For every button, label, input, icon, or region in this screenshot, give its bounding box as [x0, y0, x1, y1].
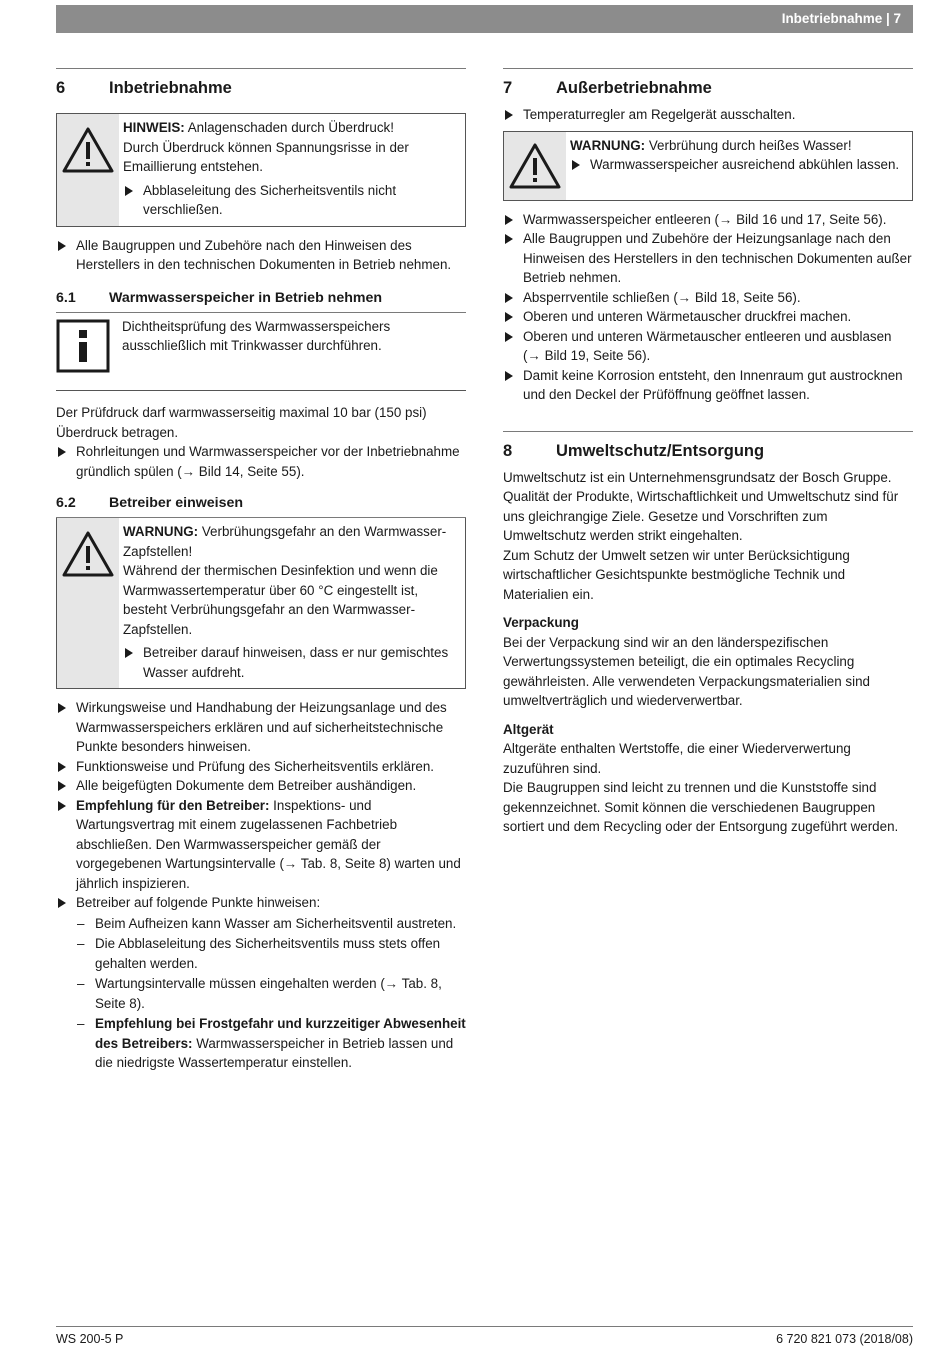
dash-marker: – [77, 1016, 85, 1031]
list-item: Oberen und unteren Wärmetauscher druckfrei machen. [503, 307, 913, 327]
page-footer [56, 1326, 913, 1346]
dash-item-text: Warmwasserspeicher in Betrieb lassen und die niedrigste Wassertemperatur einstellen. [95, 1035, 454, 1070]
dash-item-text: Wartungsintervalle müssen eingehalten werden (→ Tab. 8, Seite 8). [95, 976, 442, 1011]
dash-item-text: Die Abblaseleitung des Sicherheitsventils muss stets offen gehalten werden. [95, 936, 441, 971]
list-item: Funktionsweise und Prüfung des Sicherheitsventils erklären. [56, 757, 466, 777]
list-item: Betreiber auf folgende Punkte hinweisen: [56, 893, 466, 913]
section-6-2-heading [56, 493, 466, 518]
dash-item [56, 934, 466, 973]
list-item: Temperaturregler am Regelgerät ausschalten. [503, 105, 913, 125]
section-8-heading [503, 431, 913, 468]
warning-triangle-icon [504, 132, 566, 200]
dash-marker: – [77, 976, 85, 991]
warning-box [503, 131, 913, 201]
right-column [503, 68, 913, 837]
notice-text: Durch Überdruck können Spannungsrisse in der Emaillierung entstehen. [123, 139, 409, 174]
list-item: Alle Baugruppen und Zubehöre der Heizungsanlage nach den Hinweisen des Herstellers in den technischen Dokumenten außer Betrieb nehmen. [503, 229, 913, 288]
section-6-heading [56, 68, 466, 105]
dash-item-text: Beim Aufheizen kann Wasser am Sicherheitsventil austreten. [95, 915, 457, 931]
dash-item [56, 914, 466, 934]
warning-action: Warmwasserspeicher ausreichend abkühlen lassen. [570, 155, 906, 175]
left-column [56, 68, 466, 1073]
warning-action: Betreiber darauf hinweisen, dass er nur gemischtes Wasser aufdreht. [123, 643, 459, 682]
dash-marker: – [77, 936, 85, 951]
footer-doc-number: 6 720 821 073 (2018/08) [776, 1332, 913, 1346]
warning-label: WARNUNG: [570, 137, 646, 153]
emphasis: Empfehlung für den Betreiber: [76, 797, 270, 813]
notice-title: Anlagenschaden durch Überdruck! [184, 120, 394, 135]
paragraph: Zum Schutz der Umwelt setzen wir unter Berücksichtigung wirtschaftlicher Gesichtspunkte bestmögliche Technik und Materialien ein. [503, 547, 850, 602]
section-number: 6 [56, 79, 66, 97]
paragraph: Umweltschutz ist ein Unternehmensgrundsatz der Bosch Gruppe. Qualität der Produkte, Wirtschaftlichkeit und Umweltschutz sind für uns gleichrangige Ziele. Gesetze und Vorschriften zum Umweltschutz werden strikt eingehalten. [503, 469, 899, 543]
subheading-packaging: Verpackung [503, 615, 579, 630]
list-item: Warmwasserspeicher entleeren (→ Bild 16 und 17, Seite 56). [503, 210, 913, 230]
info-box [56, 313, 466, 392]
paragraph: Der Prüfdruck darf warmwasserseitig maximal 10 bar (150 psi) Überdruck betragen. [56, 405, 427, 440]
warning-box [56, 518, 466, 689]
list-item: Alle beigefügten Dokumente dem Betreiber aushändigen. [56, 776, 466, 796]
dash-marker: – [77, 915, 85, 931]
warning-title: Verbrühung durch heißes Wasser! [645, 137, 852, 153]
paragraph: Die Baugruppen sind leicht zu trennen und die Kunststoffe sind gekennzeichnet. Somit können die verschiedenen Baugruppen sortiert und dem Recycling oder der Entsorgung zugeführt werden. [503, 780, 899, 834]
emphasis: Empfehlung bei Frostgefahr und kurzzeitiger Abwesenheit des Betreibers: [95, 1016, 466, 1051]
footer-model: WS 200-5 P [56, 1332, 124, 1346]
list-item: Oberen und unteren Wärmetauscher entleeren und ausblasen (→ Bild 19, Seite 56). [503, 327, 913, 366]
section-6-1-heading [56, 288, 466, 313]
section-title: Außerbetriebnahme [556, 79, 712, 97]
section-number: 6.2 [56, 495, 76, 511]
list-item: Rohrleitungen und Warmwasserspeicher vor der Inbetriebnahme gründlich spülen (→ Bild 14, Seite 55). [56, 442, 466, 481]
warning-title: Verbrühungsgefahr an den Warmwasser-Zapfstellen! [123, 524, 447, 559]
paragraph: Bei der Verpackung sind wir an den länderspezifischen Verwertungssystemen beteiligt, die ein optimales Recycling gewährleisten. Alle verwendeten Verpackungsmaterialien sind umweltverträglich und wiederverwertbar. [503, 634, 870, 708]
list-item: Alle Baugruppen und Zubehöre nach den Hinweisen des Herstellers in den technischen Dokumenten in Betrieb nehmen. [56, 236, 466, 275]
paragraph: Altgeräte enthalten Wertstoffe, die einer Wiederverwertung zuzuführen sind. [503, 741, 851, 776]
section-title: Warmwasserspeicher in Betrieb nehmen [109, 289, 383, 306]
section-number: 6.1 [56, 289, 76, 306]
warning-text: Während der thermischen Desinfektion und wenn die Warmwassertemperatur über 60 °C eingestellt ist, besteht Verbrühungsgefahr an den Warmwasser-Zapfstellen. [123, 563, 438, 637]
dash-item [56, 974, 466, 1013]
warning-label: WARNUNG: [123, 524, 199, 539]
warning-triangle-icon [57, 114, 119, 226]
list-item: Damit keine Korrosion entsteht, den Innenraum gut austrocknen und den Deckel der Prüföffnung geöffnet lassen. [503, 366, 913, 405]
subheading-old-device: Altgerät [503, 721, 554, 737]
header-title: Inbetriebnahme | 7 [781, 11, 901, 26]
section-number: 7 [503, 79, 513, 97]
section-title: Inbetriebnahme [109, 79, 232, 97]
dash-item [56, 1014, 466, 1073]
list-item [56, 796, 466, 894]
section-title: Betreiber einweisen [109, 495, 244, 511]
notice-action: Abblaseleitung des Sicherheitsventils nicht verschließen. [123, 181, 459, 220]
info-text: Dichtheitsprüfung des Warmwasserspeichers ausschließlich mit Trinkwasser durchführen. [122, 318, 391, 353]
section-7-heading [503, 68, 913, 105]
list-item: Absperrventile schließen (→ Bild 18, Seite 56). [503, 288, 913, 308]
notice-box [56, 113, 466, 227]
section-title: Umweltschutz/Entsorgung [556, 441, 765, 460]
list-item: Wirkungsweise und Handhabung der Heizungsanlage und des Warmwasserspeichers erklären und auf sicherheitstechnische Punkte besonders hinweisen. [56, 698, 466, 757]
info-icon [56, 313, 118, 379]
list-item-text: Inspektions- und Wartungsvertrag mit einem zugelassenen Fachbetrieb abschließen. Den Warmwasserspeicher gemäß der vorgegebenen Wartungsintervalle (→ Tab. 8, Seite 8) warten und jährlich inspizieren. [76, 797, 461, 891]
page-header-bar [56, 5, 913, 33]
notice-label: HINWEIS: [123, 120, 185, 135]
warning-triangle-icon [57, 518, 119, 688]
section-number: 8 [503, 441, 513, 460]
